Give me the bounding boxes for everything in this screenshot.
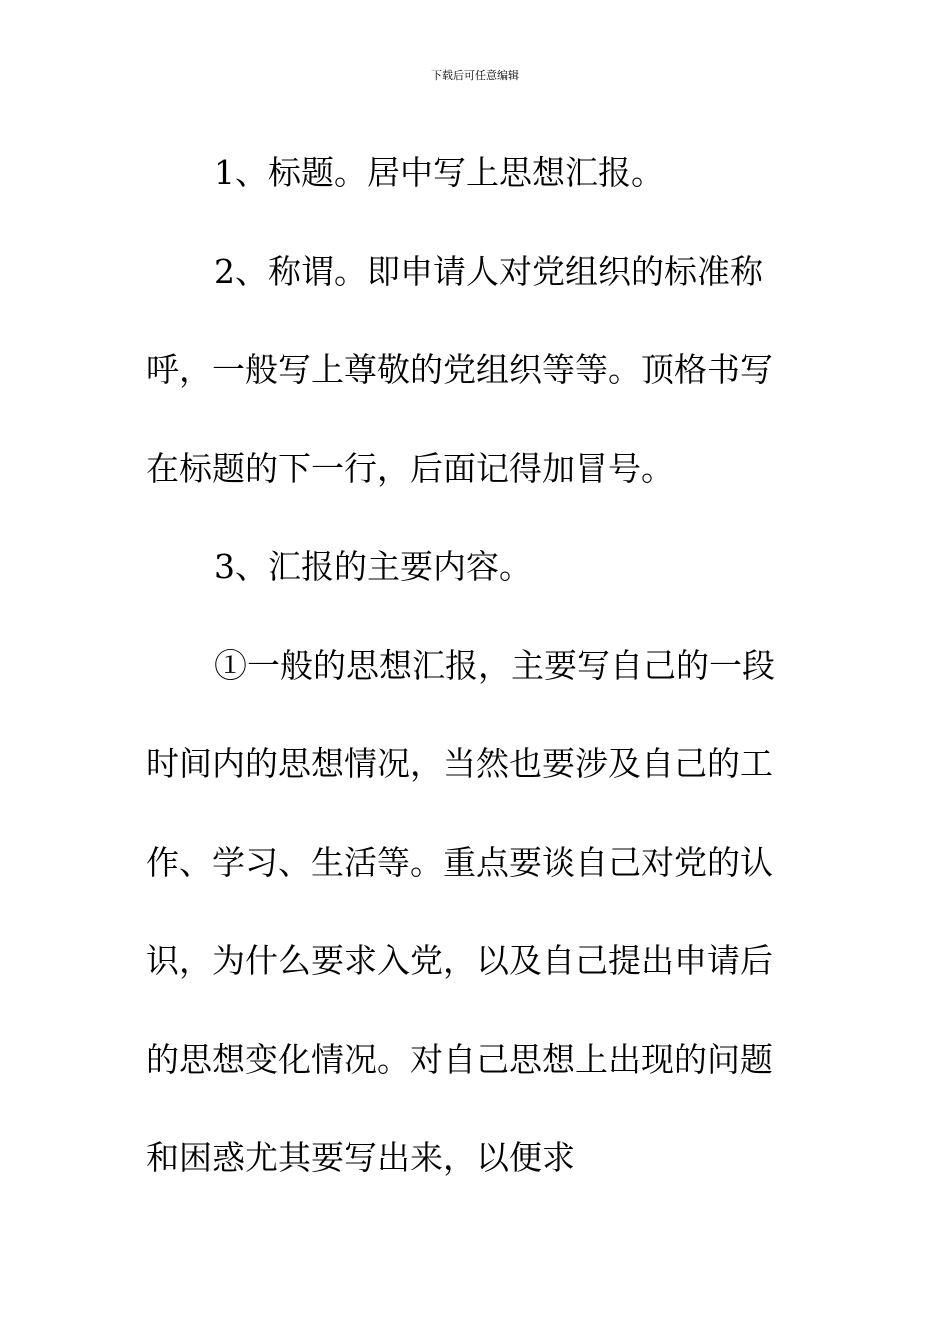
- page-header: 下载后可任意编辑: [431, 69, 519, 82]
- paragraph-salutation-section: 2、称谓。即申请人对党组织的标准称呼，一般写上尊敬的党组织等等。顶格书写在标题的下一行，后面记得加冒号。: [146, 251, 773, 488]
- paragraph-title-section: 1、标题。居中写上思想汇报。: [214, 153, 664, 192]
- document-body: [146, 124, 804, 1208]
- paragraph-general-report: ①一般的思想汇报，主要写自己的一段时间内的思想情况，当然也要涉及自己的工作、学习、生活等。重点要谈自己对党的认识，为什么要求入党，以及自己提出申请后的思想变化情况。对自己思想上出现的问题和困惑尤其要写出来，以便求: [146, 645, 775, 1177]
- paragraph-main-content-heading: 3、汇报的主要内容。: [214, 547, 532, 586]
